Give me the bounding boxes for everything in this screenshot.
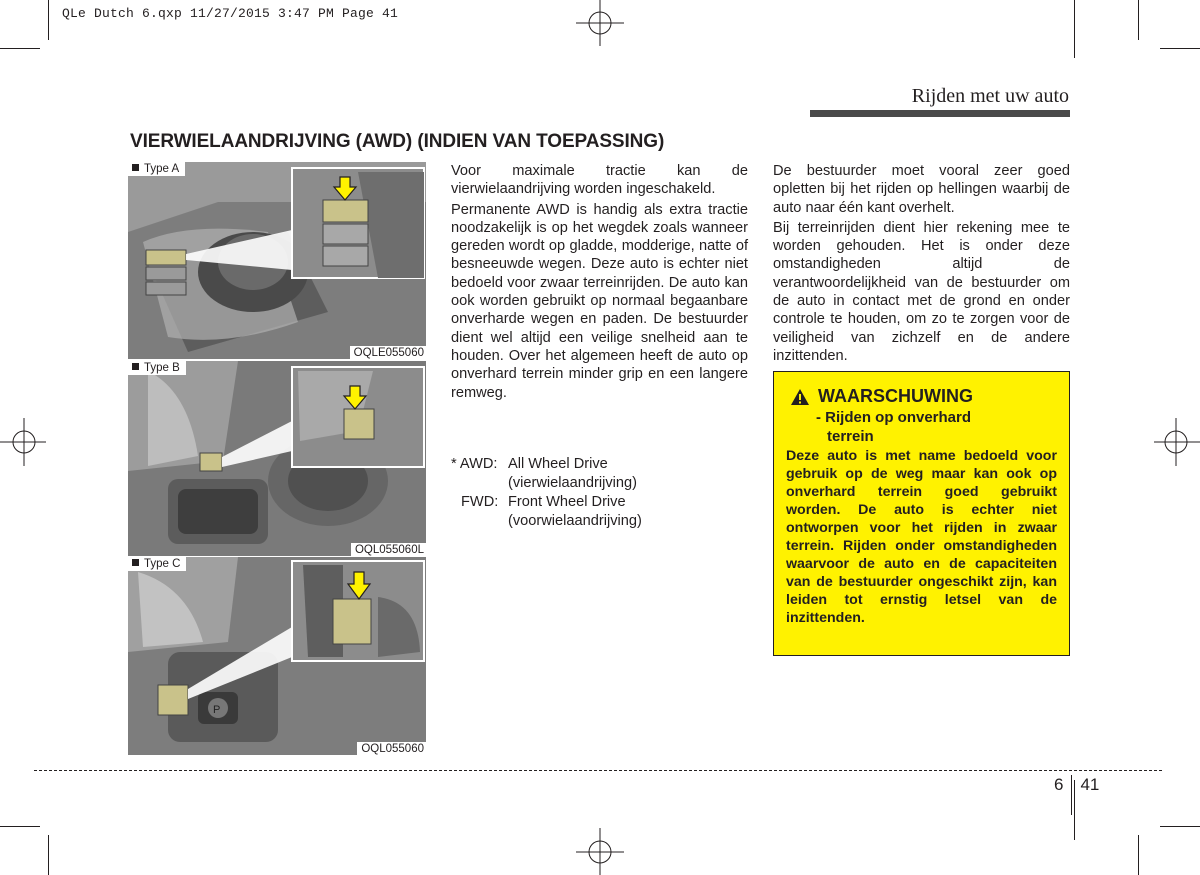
crop-mark bbox=[1160, 48, 1200, 49]
warning-subtitle: terrein bbox=[827, 427, 874, 445]
footnote-value: All Wheel Drive bbox=[508, 456, 608, 472]
figure-code: OQL055060L bbox=[351, 543, 426, 556]
paragraph: Bij terreinrijden dient hier rekening mee te worden gehouden. Het is onder deze omstandigheden altijd de verantwoordelijkheid van de bestuurder om de auto in contact met de grond en onder controle te houden, om zo te zorgen voor de veiligheid van zichzelf en de andere inzittenden. bbox=[773, 219, 1070, 364]
footnote-subtext: (voorwielaandrijving) bbox=[508, 513, 642, 529]
figure-type-c bbox=[128, 557, 426, 755]
figure-label: Type B bbox=[128, 361, 186, 375]
figure-type-b bbox=[128, 361, 426, 556]
warning-triangle-icon bbox=[790, 388, 810, 406]
crop-mark bbox=[1138, 835, 1139, 875]
footnote-key: FWD: bbox=[461, 494, 499, 510]
running-head: Rijden met uw auto bbox=[911, 85, 1069, 107]
crop-mark bbox=[0, 48, 40, 49]
figure-label: Type A bbox=[128, 162, 185, 176]
page-number-value: 41 bbox=[1080, 775, 1100, 794]
warning-box bbox=[773, 371, 1070, 656]
figure-label: Type C bbox=[128, 557, 186, 571]
page-number bbox=[1054, 775, 1099, 815]
crop-mark bbox=[1160, 826, 1200, 827]
figure-type-a bbox=[128, 162, 426, 359]
crop-mark bbox=[1074, 0, 1075, 58]
warning-body: Deze auto is met name bedoeld voor gebruik op de weg maar kan ook op onverhard terrein goed gebruikt worden. De auto is echter niet ontworpen voor het rijden in zwaar terrein. Rijden onder omstandigheden waarvoor de auto en de capaciteiten van de bestuurder ongeschikt zijn, kan leiden tot ernstig letsel van de inzittenden. bbox=[786, 448, 1057, 626]
paragraph: De bestuurder moet vooral zeer goed opletten bij het rijden op hellingen waarbij de auto naar één kant overhelt. bbox=[773, 163, 1070, 216]
section-title: VIERWIELAANDRIJVING (AWD) (INDIEN VAN TOEPASSING) bbox=[130, 131, 665, 152]
warning-title-text: WAARSCHUWING bbox=[818, 386, 973, 406]
header-rule bbox=[810, 110, 1070, 117]
footnote-value: Front Wheel Drive bbox=[508, 494, 626, 510]
awd-switch-illustration-c bbox=[128, 557, 426, 755]
awd-switch-illustration-b bbox=[128, 361, 426, 556]
registration-mark-left-icon bbox=[0, 412, 48, 472]
abbreviation-footnote bbox=[451, 455, 751, 531]
warning-title bbox=[786, 386, 1057, 407]
slug-line: QLe Dutch 6.qxp 11/27/2015 3:47 PM Page 41 bbox=[62, 6, 399, 21]
page-number-divider bbox=[1071, 775, 1072, 815]
registration-mark-top-icon bbox=[570, 0, 630, 48]
footnote-subtext: (vierwielaandrijving) bbox=[508, 475, 637, 491]
figure-code: OQL055060 bbox=[357, 742, 426, 755]
body-column-2 bbox=[451, 162, 748, 404]
body-column-3 bbox=[773, 162, 1070, 367]
warning-subtitle: - Rijden op onverhard bbox=[816, 409, 972, 426]
awd-switch-illustration-a bbox=[128, 162, 426, 359]
paragraph: Permanente AWD is handig als extra tractie noodzakelijk is op het wegdek zoals wanneer gereden wordt op gladde, modderige, natte of besneeuwde wegen. Deze auto is echter niet bedoeld voor zwaar terreinrijden. De auto kan ook worden gebruikt op normaal begaanbare onverharde wegen en paden. De bestuurder dient wel altijd een veilige snelheid aan te houden. Over het algemeen heeft de auto op onverhard terrein minder grip en een langere remweg. bbox=[451, 201, 748, 401]
figure-code: OQLE055060 bbox=[350, 346, 426, 359]
svg-text:P: P bbox=[213, 704, 221, 716]
chapter-number: 6 bbox=[1054, 775, 1064, 794]
paragraph: Voor maximale tractie kan de vierwielaandrijving worden ingeschakeld. bbox=[451, 163, 748, 198]
footnote-key: * AWD: bbox=[451, 456, 498, 472]
crop-mark bbox=[48, 0, 49, 40]
crop-mark bbox=[0, 826, 40, 827]
footer-dashed-rule bbox=[34, 770, 1162, 771]
crop-mark bbox=[1138, 0, 1139, 40]
crop-mark bbox=[48, 835, 49, 875]
registration-mark-bottom-icon bbox=[570, 828, 630, 875]
registration-mark-right-icon bbox=[1152, 412, 1200, 472]
